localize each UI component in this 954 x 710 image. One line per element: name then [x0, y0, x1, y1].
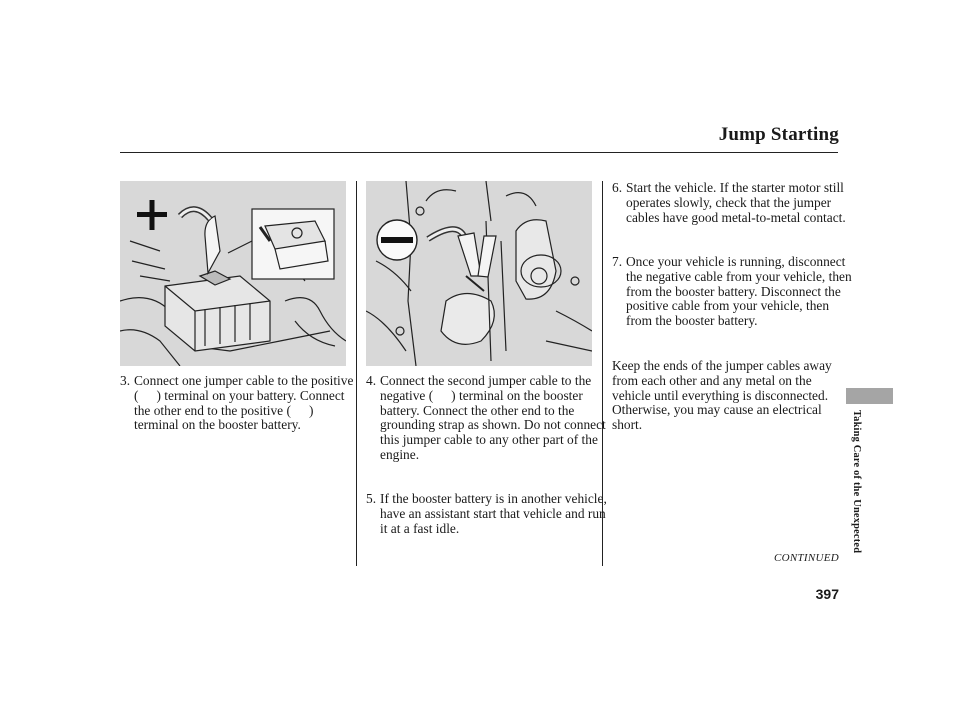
step-3: 3. Connect one jumper cable to the positive ( ) terminal on your battery. Connect the other end to the positive ( ) terminal on the booster battery.: [120, 373, 354, 433]
section-tab: [846, 388, 893, 404]
page-number: 397: [815, 586, 839, 602]
battery-positive-figure: [120, 181, 346, 366]
continued-label: CONTINUED: [773, 552, 839, 564]
step-6: 6. Start the vehicle. If the starter motor still operates slowly, check that the jumper cables have good metal-to-metal contact.: [612, 180, 846, 225]
step-5: 5. If the booster battery is in another vehicle, have an assistant start that vehicle and run it at a fast idle.: [366, 491, 607, 536]
step-7: 7. Once your vehicle is running, disconnect the negative cable from your vehicle, then from the booster battery. Disconnect the positive cable from your vehicle, then from the booster battery.: [612, 254, 852, 329]
header-rule: [120, 152, 838, 153]
engine-bay-illustration-negative: [366, 181, 592, 366]
plus-symbol-icon: [137, 200, 167, 230]
section-label: Taking Care of the Unexpected: [851, 410, 862, 554]
caution-note: Keep the ends of the jumper cables away from each other and any metal on the vehicle until everything is disconnected. Otherwise, you may cause an electrical short.: [612, 358, 832, 433]
grounding-negative-figure: [366, 181, 592, 366]
minus-symbol-icon: [377, 220, 417, 260]
step-4: 4. Connect the second jumper cable to the negative ( ) terminal on the booster battery. Connect the other end to the grounding strap as shown. Do not connect this jumper cable to any other part of the engine.: [366, 373, 606, 462]
engine-bay-illustration-positive: [120, 181, 346, 366]
page-title: Jump Starting: [718, 124, 839, 145]
